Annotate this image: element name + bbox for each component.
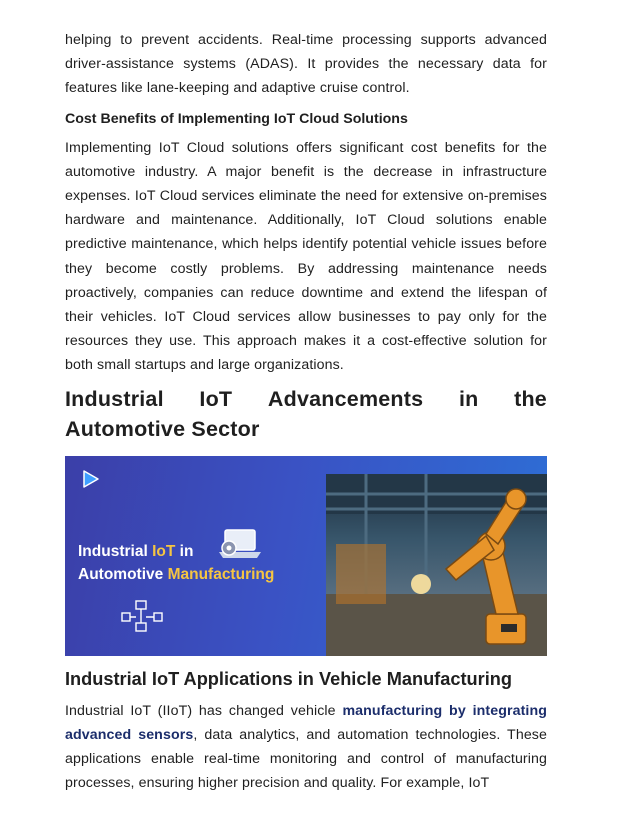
section-heading-word: IoT xyxy=(199,386,233,411)
industrial-iot-banner xyxy=(65,456,547,656)
play-logo-icon xyxy=(81,469,101,489)
paragraph-text: , data analytics, and automation technologies. These applications enable real-time monitoring and control of manufacturing processes, ensuring higher precision and quality. For example, IoT xyxy=(65,726,547,792)
highlight-link[interactable]: manufacturing by integrating advanced sensors xyxy=(65,702,547,743)
section-heading-word: Industrial xyxy=(65,386,164,411)
cost-benefits-heading: Cost Benefits of Implementing IoT Cloud Solutions xyxy=(65,110,408,127)
iiot-applications-paragraph xyxy=(65,699,547,796)
banner-title-text: Industrial xyxy=(78,542,153,560)
robot-arm-photo xyxy=(326,474,547,656)
section-heading xyxy=(65,384,547,444)
network-nodes-icon xyxy=(120,599,166,635)
banner-title-text: in xyxy=(175,542,194,560)
document-page xyxy=(65,28,547,795)
iiot-applications-heading: Industrial IoT Applications in Vehicle Manufacturing xyxy=(65,668,512,689)
banner-title-accent: Manufacturing xyxy=(167,565,275,583)
robot-arm-illustration xyxy=(326,474,547,656)
paragraph-text: Industrial IoT (IIoT) has changed vehicle xyxy=(65,702,343,719)
banner-title-accent: IoT xyxy=(152,542,176,560)
intro-paragraph: helping to prevent accidents. Real-time processing supports advanced driver-assistance systems (ADAS). It provides the necessary data for features like lane-keeping and adaptive cruise control. xyxy=(65,32,547,97)
section-heading-line2: Automotive Sector xyxy=(65,416,260,441)
section-heading-word: Advancements xyxy=(267,386,424,411)
section-heading-word: in xyxy=(458,386,479,411)
section-heading-word: the xyxy=(514,386,547,411)
banner-title-text: Automotive xyxy=(78,565,168,583)
banner-title xyxy=(78,540,274,586)
cost-benefits-paragraph: Implementing IoT Cloud solutions offers significant cost benefits for the automotive industry. A major benefit is the decrease in infrastructure expenses. IoT Cloud services eliminate the need for extensive on-premises hardware and maintenance. Additionally, IoT Cloud solutions enable predictive maintenance, which helps identify potential vehicle issues before they become costly problems. By addressing maintenance needs proactively, companies can reduce downtime and extend the lifespan of their vehicles. IoT Cloud services allow businesses to pay only for the resources they use. This approach makes it a cost-effective solution for both small startups and large organizations. xyxy=(65,139,547,374)
